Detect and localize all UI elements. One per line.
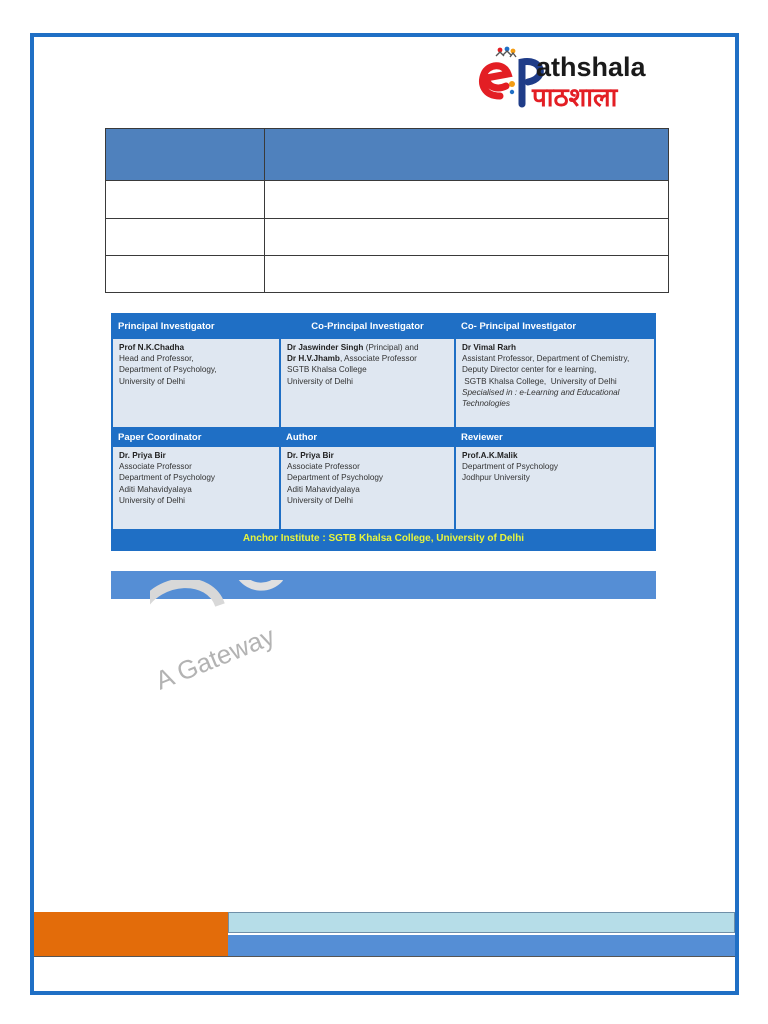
info-table-header-cell: [265, 129, 669, 181]
info-table-row: [106, 181, 669, 218]
credit-name: Dr Vimal Rarh: [462, 343, 516, 352]
logo-devanagari-text: पाठशाला: [532, 83, 618, 113]
credits-row-2: [113, 427, 654, 543]
credit-name: Dr. Priya Bir: [287, 451, 334, 460]
credit-name-line: [287, 353, 450, 364]
credit-body-principal-investigator: [113, 339, 279, 427]
credit-name-suffix: , Associate Professor: [339, 354, 417, 364]
credit-body-co-principal-investigator: [281, 339, 454, 427]
credit-heading-co-principal-investigator-2: Co- Principal Investigator: [456, 315, 654, 339]
credits-row-1: [113, 315, 654, 427]
credit-specialisation: Specialised in : e-Learning and Educational Technologies: [462, 387, 620, 409]
info-table-cell: [265, 255, 669, 292]
info-table-header-row: [106, 129, 669, 181]
credit-heading-co-principal-investigator: Co-Principal Investigator: [281, 315, 454, 339]
watermark-text: A Gateway: [151, 620, 279, 696]
info-table-header-cell: [106, 129, 265, 181]
epathshala-logo-graphic: [470, 44, 706, 114]
footer-blue-bar: [228, 935, 735, 956]
credit-name: Dr H.V.Jhamb: [287, 354, 340, 364]
credit-line: Associate Professor: [287, 462, 360, 472]
info-table-cell: [106, 255, 265, 292]
credit-line: University of Delhi: [287, 376, 353, 386]
anchor-institute: Anchor Institute : SGTB Khalsa College, University of Delhi: [113, 529, 654, 549]
info-table-row: [106, 255, 669, 292]
credit-line: SGTB Khalsa College, University of Delhi: [462, 376, 617, 386]
credit-line: Jodhpur University: [462, 473, 530, 483]
logo-latin-text: athshala: [536, 52, 646, 82]
footer-orange-block: [34, 912, 228, 956]
info-table-cell: [106, 181, 265, 218]
credit-line: Department of Psychology: [462, 462, 559, 472]
credit-line: Department of Psychology: [287, 473, 384, 483]
credit-line: University of Delhi: [119, 376, 185, 386]
credit-name: Prof.A.K.Malik: [462, 451, 518, 460]
info-table-cell: [106, 218, 265, 255]
credit-line: Assistant Professor, Department of Chemistry,: [462, 354, 630, 364]
credit-line: Deputy Director center for e learning,: [462, 365, 597, 375]
credit-line: Associate Professor: [119, 462, 192, 472]
credit-line: Aditi Mahavidyalaya: [287, 484, 360, 494]
credit-heading-author: Author: [281, 429, 454, 447]
credit-name-line: [287, 342, 450, 353]
credit-name: Dr. Priya Bir: [119, 451, 166, 460]
credit-name-suffix: (Principal) and: [363, 343, 419, 352]
info-table: [105, 128, 669, 293]
credit-line: SGTB Khalsa College: [287, 365, 367, 375]
credits-panel: [111, 313, 656, 551]
info-table-cell: [265, 181, 669, 218]
info-table-cell: [265, 218, 669, 255]
credit-heading-reviewer: Reviewer: [456, 429, 654, 447]
credit-line: Department of Psychology,: [119, 365, 217, 375]
credit-name: Dr Jaswinder Singh: [287, 343, 364, 352]
info-table-row: [106, 218, 669, 255]
credit-line: Department of Psychology: [119, 473, 216, 483]
credit-line: University of Delhi: [287, 495, 353, 505]
credit-name: Prof N.K.Chadha: [119, 343, 185, 352]
credit-line: Aditi Mahavidyalaya: [119, 484, 192, 494]
epathshala-logo: [470, 44, 706, 114]
credit-line: Head and Professor,: [119, 354, 194, 364]
title-bar: [111, 571, 656, 599]
credit-heading-principal-investigator: Principal Investigator: [113, 315, 279, 339]
credit-heading-paper-coordinator: Paper Coordinator: [113, 429, 279, 447]
credit-line: University of Delhi: [119, 495, 185, 505]
credit-body-co-principal-investigator-2: [456, 339, 654, 427]
footer-light-bar: [228, 912, 735, 933]
footer-rule: [34, 956, 735, 957]
